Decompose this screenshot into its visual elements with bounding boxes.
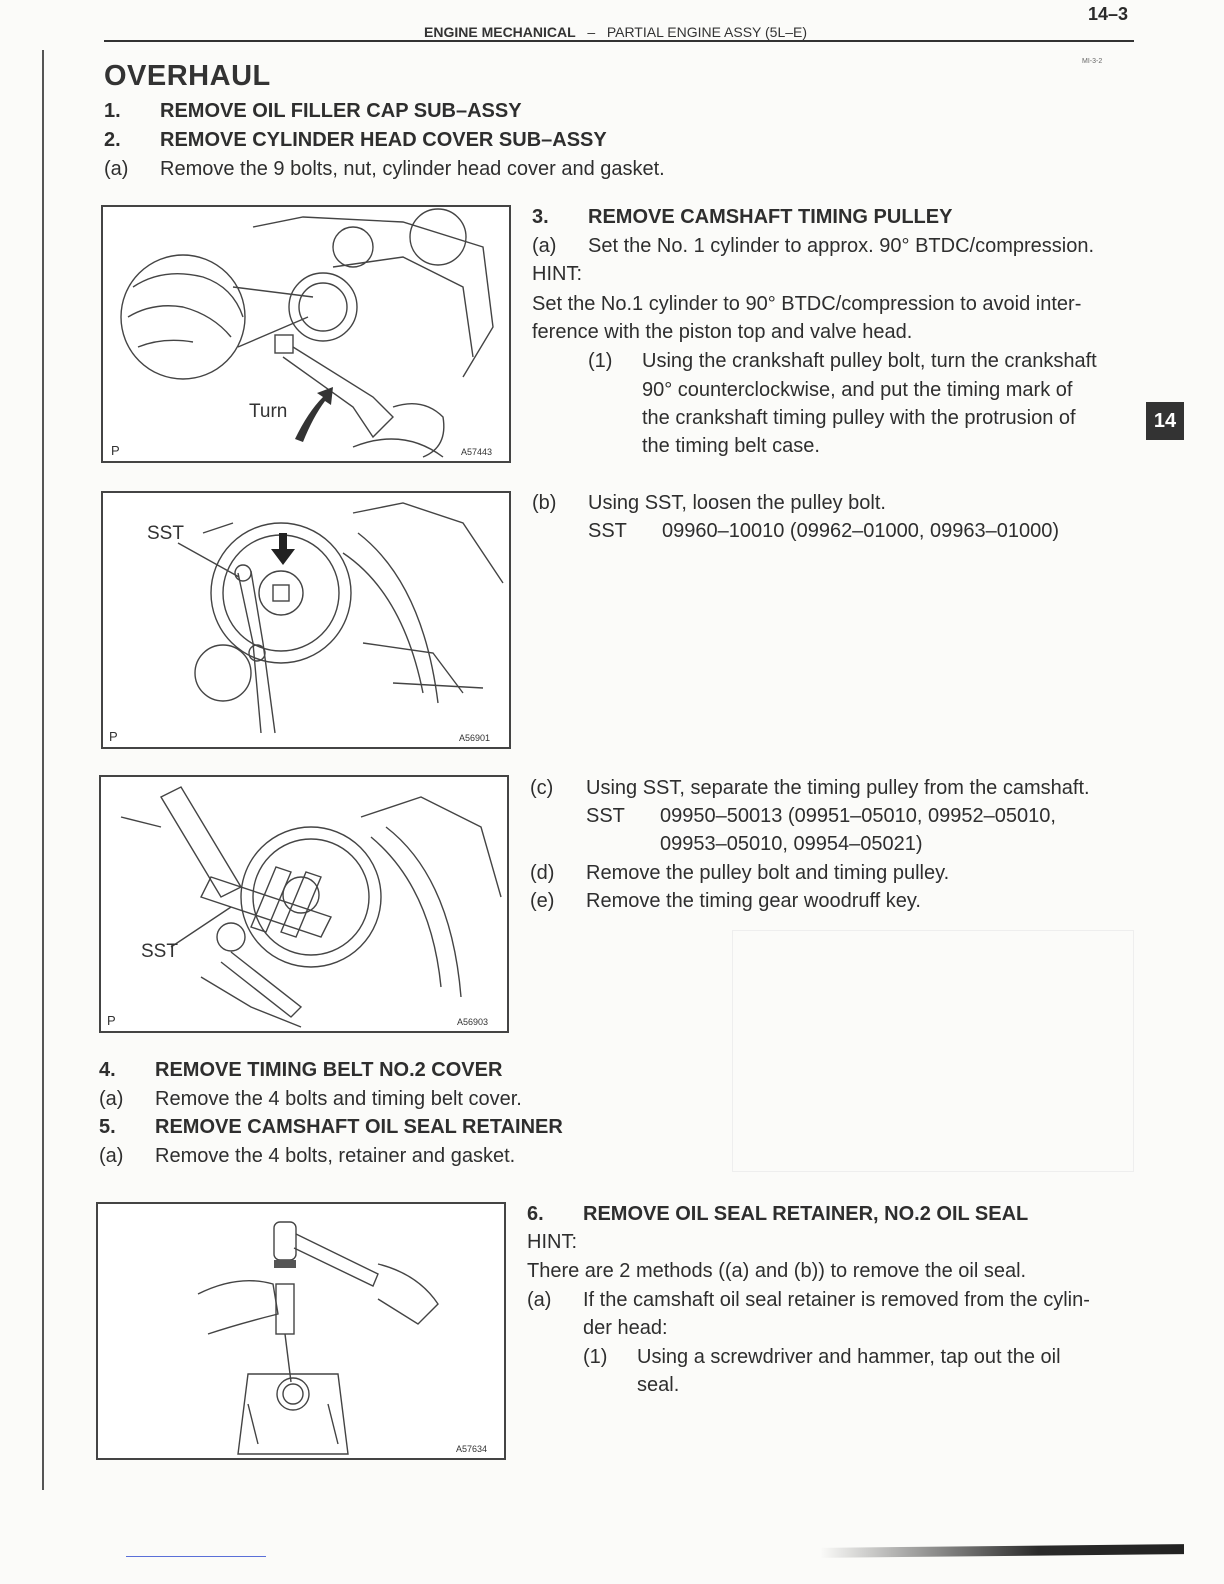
step-6a1-line-1: Using a screwdriver and hammer, tap out the oil [637, 1346, 1061, 1368]
running-header [424, 24, 807, 40]
step-5-number: 5. [99, 1116, 116, 1138]
step-3e-text: Remove the timing gear woodruff key. [586, 890, 921, 912]
step-4a-number: (a) [99, 1088, 124, 1110]
step-3a [532, 235, 1095, 258]
step-6-text: REMOVE OIL SEAL RETAINER, NO.2 OIL SEAL [583, 1203, 1029, 1225]
header-separator: – [587, 24, 596, 40]
step-1 [104, 100, 522, 123]
step-4-number: 4. [99, 1059, 116, 1081]
figure-1-p: P [111, 443, 120, 458]
step-4 [99, 1059, 503, 1082]
step-3b-sst [588, 520, 1060, 543]
figure-turn-crankshaft [101, 205, 511, 463]
figure-3-p: P [107, 1013, 116, 1028]
page-number: 14–3 [1088, 4, 1129, 24]
engine-illustration-1 [103, 207, 509, 461]
step-3a-text: Set the No. 1 cylinder to approx. 90° BTDC/compression. [588, 235, 1095, 257]
figure-separate-timing-pulley [99, 775, 509, 1033]
step-3b-number: (b) [532, 492, 557, 514]
section-tab: 14 [1146, 402, 1184, 440]
step-3b-text: Using SST, loosen the pulley bolt. [588, 492, 886, 514]
step-3b-sst-label: SST [588, 520, 627, 542]
step-3-number: 3. [532, 206, 549, 228]
step-6a1-line-2: seal. [637, 1374, 680, 1396]
figure-4-code: A57634 [456, 1444, 488, 1454]
figure-loosen-pulley-bolt [101, 491, 511, 749]
step-2 [104, 129, 607, 152]
step-3-hint-line-2: ference with the piston top and valve head. [532, 321, 913, 343]
step-2-text: REMOVE CYLINDER HEAD COVER SUB–ASSY [160, 129, 607, 151]
step-5a-text: Remove the 4 bolts, retainer and gasket. [155, 1145, 516, 1167]
step-6a [527, 1289, 1090, 1312]
figure-2-code: A56901 [459, 733, 491, 743]
step-3c-sst [586, 805, 1056, 828]
step-3d [530, 862, 950, 885]
footer-link-underline [126, 1556, 266, 1557]
step-4a-text: Remove the 4 bolts and timing belt cover. [155, 1088, 522, 1110]
step-3c [530, 777, 1090, 800]
step-5a-number: (a) [99, 1145, 124, 1167]
step-3c-number: (c) [530, 777, 554, 799]
hammer-screwdriver-illustration [98, 1204, 504, 1458]
step-3c-sst-value-1: 09950–50013 (09951–05010, 09952–05010, [660, 805, 1056, 827]
header-code: MI-3-2 [1082, 58, 1103, 65]
header-subsection: PARTIAL ENGINE ASSY (5L–E) [606, 24, 808, 40]
step-3a1-number: (1) [588, 350, 613, 372]
step-1-number: 1. [104, 100, 121, 122]
header-section: ENGINE MECHANICAL [424, 24, 576, 40]
step-3b [532, 492, 886, 515]
step-2a-number: (a) [104, 158, 129, 180]
figure-1-label: Turn [249, 401, 288, 422]
step-6-number: 6. [527, 1203, 544, 1225]
step-2-number: 2. [104, 129, 121, 151]
step-4-text: REMOVE TIMING BELT NO.2 COVER [155, 1059, 503, 1081]
header-rule [104, 40, 1134, 42]
step-3 [532, 206, 953, 229]
step-3c-text: Using SST, separate the timing pulley from the camshaft. [586, 777, 1090, 799]
step-3e-number: (e) [530, 890, 555, 912]
figure-2-label: SST [147, 523, 184, 544]
step-2a [104, 158, 665, 181]
figure-2-p: P [109, 729, 118, 744]
engine-illustration-3 [101, 777, 507, 1031]
step-6 [527, 1203, 1029, 1226]
step-5 [99, 1116, 563, 1139]
step-6-hint: HINT: [527, 1231, 577, 1253]
figure-1-code: A57443 [461, 447, 493, 457]
step-6-hint-line-1: There are 2 methods ((a) and (b)) to remove the oil seal. [527, 1260, 1027, 1282]
step-3d-number: (d) [530, 862, 555, 884]
step-4a [99, 1088, 522, 1111]
step-6a1-number: (1) [583, 1346, 608, 1368]
step-6a1 [583, 1346, 1061, 1369]
figure-3-code: A56903 [457, 1017, 489, 1027]
step-6a-line-1: If the camshaft oil seal retainer is removed from the cylin- [583, 1289, 1090, 1311]
step-2a-text: Remove the 9 bolts, nut, cylinder head cover and gasket. [160, 158, 665, 180]
step-3c-sst-value-2: 09953–05010, 09954–05021) [660, 833, 923, 855]
bleed-through-artifact [732, 930, 1134, 1172]
page-title: OVERHAUL [104, 60, 271, 92]
step-6a-line-2: der head: [583, 1317, 668, 1339]
down-arrow-icon [271, 533, 295, 565]
figure-tap-out-oil-seal [96, 1202, 506, 1460]
binding-edge-rule [42, 50, 44, 1490]
step-3a1-line-4: the timing belt case. [642, 435, 820, 457]
step-1-text: REMOVE OIL FILLER CAP SUB–ASSY [160, 100, 522, 122]
step-3-hint: HINT: [532, 263, 582, 285]
step-3b-sst-value: 09960–10010 (09962–01000, 09963–01000) [662, 520, 1060, 542]
step-3a1-line-1: Using the crankshaft pulley bolt, turn the crankshaft [642, 350, 1097, 372]
step-6a-number: (a) [527, 1289, 552, 1311]
turn-arrow-icon [295, 387, 333, 442]
step-5-text: REMOVE CAMSHAFT OIL SEAL RETAINER [155, 1116, 563, 1138]
step-3a-number: (a) [532, 235, 557, 257]
step-3-text: REMOVE CAMSHAFT TIMING PULLEY [588, 206, 953, 228]
step-3-hint-line-1: Set the No.1 cylinder to 90° BTDC/compression to avoid inter- [532, 293, 1082, 315]
step-3d-text: Remove the pulley bolt and timing pulley. [586, 862, 950, 884]
figure-3-label: SST [141, 941, 178, 962]
step-5a [99, 1145, 516, 1168]
step-3a1-line-3: the crankshaft timing pulley with the protrusion of [642, 407, 1076, 429]
step-3a1-line-2: 90° counterclockwise, and put the timing mark of [642, 379, 1073, 401]
step-3c-sst-label: SST [586, 805, 625, 827]
step-3e [530, 890, 921, 913]
scan-edge-shadow [820, 1544, 1184, 1558]
